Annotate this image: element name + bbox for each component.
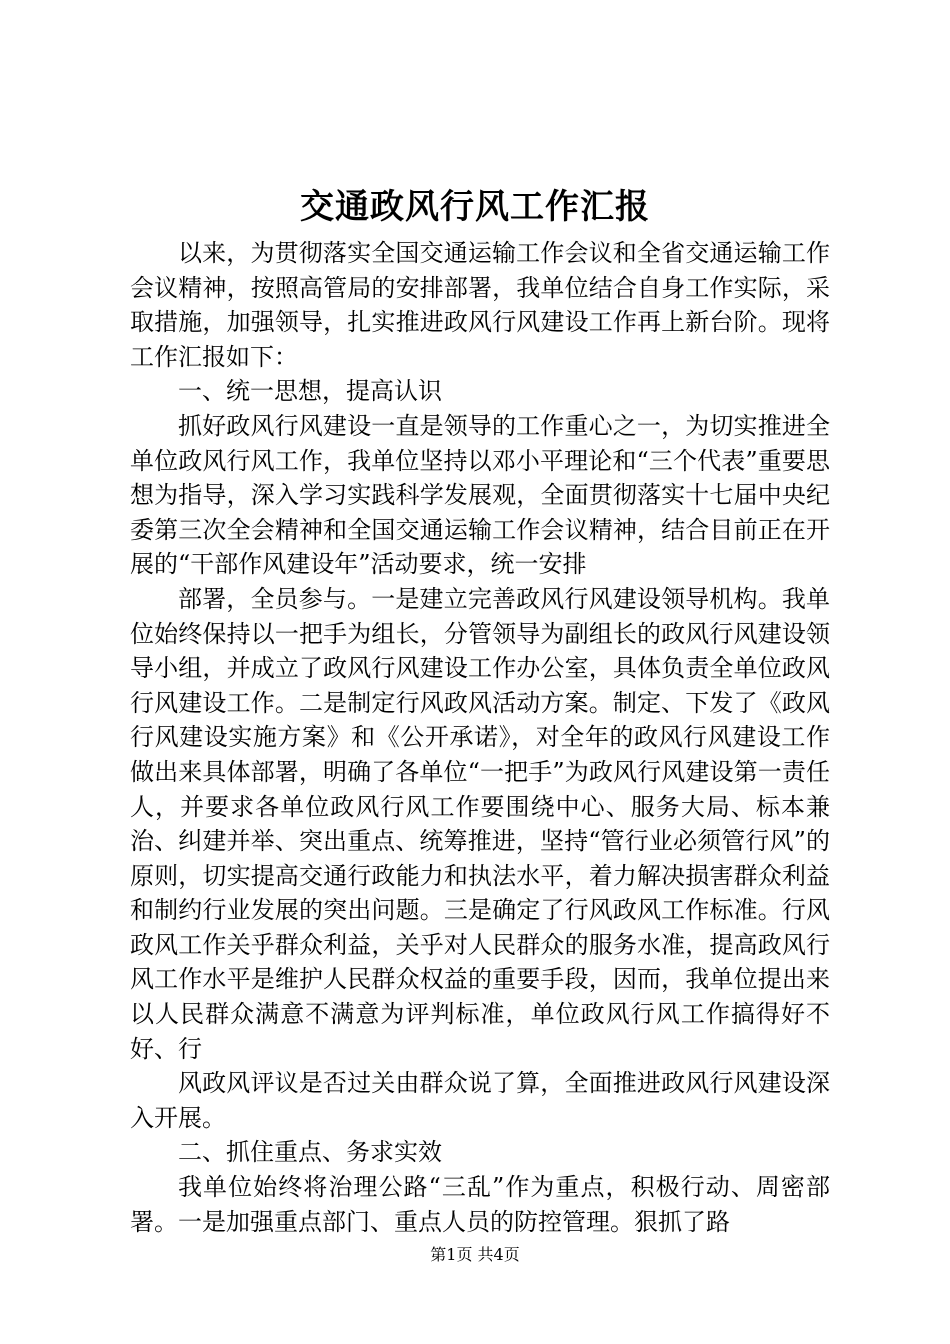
document-body	[130, 236, 830, 1239]
paragraph-2: 部署，全员参与。一是建立完善政风行风建设领导机构。我单位始终保持以一把手为组长，分管领导为副组长的政风行风建设领导小组，并成立了政风行风建设工作办公室，具体负责全单位政风行风建设工作。二是制定行风政风活动方案。制定、下发了《政风行风建设实施方案》和《公开承诺》，对全年的政风行风建设工作做出来具体部署，明确了各单位“一把手”为政风行风建设第一责任人，并要求各单位政风行风工作要围绕中心、服务大局、标本兼治、纠建并举、突出重点、统筹推进，坚持“管行业必须管行风”的原则，切实提高交通行政能力和执法水平，着力解决损害群众利益和制约行业发展的突出问题。三是确定了行风政风工作标准。行风政风工作关乎群众利益，关乎对人民群众的服务水准，提高政风行风工作水平是维护人民群众权益的重要手段，因而，我单位提出来以人民群众满意不满意为评判标准，单位政风行风工作搞得好不好、行	[130, 584, 830, 1063]
paragraph-4: 我单位始终将治理公路“三乱”作为重点，积极行动、周密部署。一是加强重点部门、重点人员的防控管理。狠抓了路	[130, 1173, 830, 1236]
section-heading-1: 一、统一思想，提高认识	[178, 377, 442, 406]
page-number-footer: 第1页 共4页	[430, 1245, 520, 1264]
paragraph-3: 风政风评议是否过关由群众说了算，全面推进政风行风建设深入开展。	[130, 1069, 830, 1132]
paragraph-intro: 以来，为贯彻落实全国交通运输工作会议和全省交通运输工作会议精神，按照高管局的安排部署，我单位结合自身工作实际，采取措施，加强领导，扎实推进政风行风建设工作再上新台阶。现将工作汇报如下：	[130, 239, 830, 371]
document-title: 交通政风行风工作汇报	[300, 187, 650, 227]
section-heading-2: 二、抓住重点、务求实效	[178, 1138, 442, 1167]
paragraph-1: 抓好政风行风建设一直是领导的工作重心之一，为切实推进全单位政风行风工作，我单位坚持以邓小平理论和“三个代表”重要思想为指导，深入学习实践科学发展观，全面贯彻落实十七届中央纪委第三次全会精神和全国交通运输工作会议精神，结合目前正在开展的“干部作风建设年”活动要求，统一安排	[130, 411, 830, 579]
